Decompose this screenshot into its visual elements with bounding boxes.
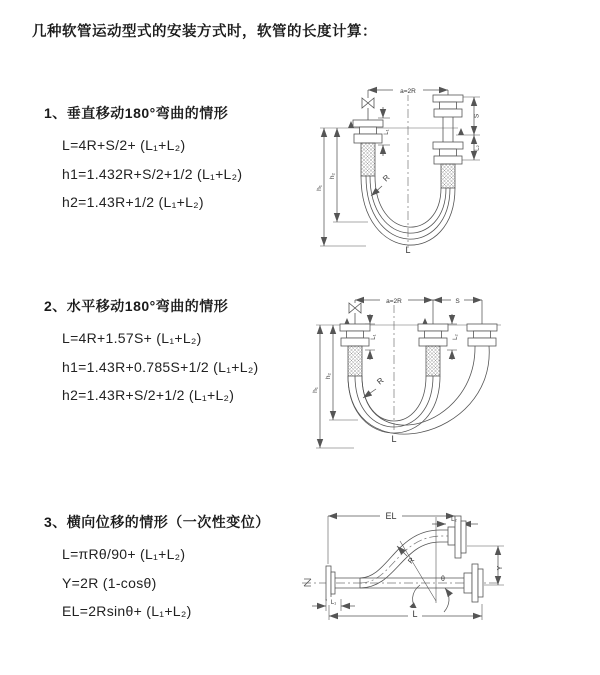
right-flange-fittings <box>433 95 463 164</box>
dim-label-l1: L₁ <box>384 129 390 135</box>
formula-h1: h1=1.43R+0.785S+1/2 (L₁+L₂) <box>62 358 259 375</box>
dim-label-s: S <box>473 113 481 119</box>
s-curve-hose <box>360 530 448 588</box>
left-braided-hose <box>361 143 375 176</box>
radius-label: R <box>405 555 417 566</box>
formula-L: L=4R+S/2+ (L₁+L₂) <box>62 137 186 153</box>
left-braided-hose <box>348 346 362 376</box>
diagram-lateral-displacement <box>296 500 600 650</box>
formula-EL: EL=2Rsinθ+ (L₁+L₂) <box>62 603 192 619</box>
length-label: L <box>412 609 418 619</box>
valve-icon <box>349 303 361 324</box>
dim-label-s: S <box>455 298 460 305</box>
dim-label-l2: L₂ <box>453 334 459 340</box>
dim-label-l2: L₂ <box>451 517 457 523</box>
section-2-heading: 2、水平移动180°弯曲的情形 <box>44 298 229 314</box>
section-2 <box>44 296 259 410</box>
dim-label-h2: h₂ <box>329 172 336 180</box>
dim-label-l1: L₁ <box>371 334 377 340</box>
flange-fittings <box>340 324 497 346</box>
right-braided-hose <box>441 164 455 188</box>
section-3-formulas <box>44 540 270 626</box>
centerlines <box>316 304 501 430</box>
section-2-formulas <box>44 324 259 410</box>
section-3-heading: 3、横向位移的情形（一次性变位） <box>44 514 270 530</box>
dim-label-a2r: a=2R <box>386 298 402 305</box>
pipe-break-mark <box>304 579 311 586</box>
page-title: 几种软管运动型式的安装方式时，软管的长度计算： <box>32 24 377 40</box>
length-label: L <box>391 434 397 444</box>
formula-L: L=πRθ/90+ (L₁+L₂) <box>62 546 186 562</box>
dim-label-h1: h₁ <box>312 387 319 393</box>
dimension-lines <box>316 300 482 448</box>
middle-braided-hose <box>426 346 440 376</box>
angle-label: θ <box>441 576 445 583</box>
section-3 <box>44 512 270 626</box>
lower-right-flange <box>464 564 483 602</box>
formula-Y: Y=2R (1-cosθ) <box>62 574 157 591</box>
dim-label-l1: L₁ <box>330 600 337 606</box>
radius-label: R <box>381 173 392 184</box>
diagram-vertical-180-bend <box>308 76 592 260</box>
valve-icon <box>362 98 374 120</box>
section-1-formulas <box>44 131 242 217</box>
left-flange <box>326 566 335 600</box>
dim-label-a2r: a=2R <box>400 88 416 95</box>
hose-curves <box>348 346 489 434</box>
diagram-horizontal-180-bend <box>306 280 598 456</box>
formula-h2: h2=1.43R+1/2 (L₁+L₂) <box>62 194 204 210</box>
section-1 <box>44 103 242 217</box>
formula-L: L=4R+1.57S+ (L₁+L₂) <box>62 330 202 346</box>
formula-h2: h2=1.43R+S/2+1/2 (L₁+L₂) <box>62 387 235 403</box>
length-label: L <box>405 245 411 255</box>
dim-label-el: EL <box>385 511 397 521</box>
dim-label-h2: h₂ <box>325 372 332 380</box>
dim-label-y: Y <box>497 565 504 571</box>
section-1-heading: 1、垂直移动180°弯曲的情形 <box>44 105 229 121</box>
dim-label-h1: h₁ <box>316 185 323 191</box>
left-flange-fitting <box>353 120 383 143</box>
formula-h1: h1=1.432R+S/2+1/2 (L₁+L₂) <box>62 165 243 182</box>
dim-label-l2: L₂ <box>474 145 481 151</box>
radius-label: R <box>375 375 386 387</box>
